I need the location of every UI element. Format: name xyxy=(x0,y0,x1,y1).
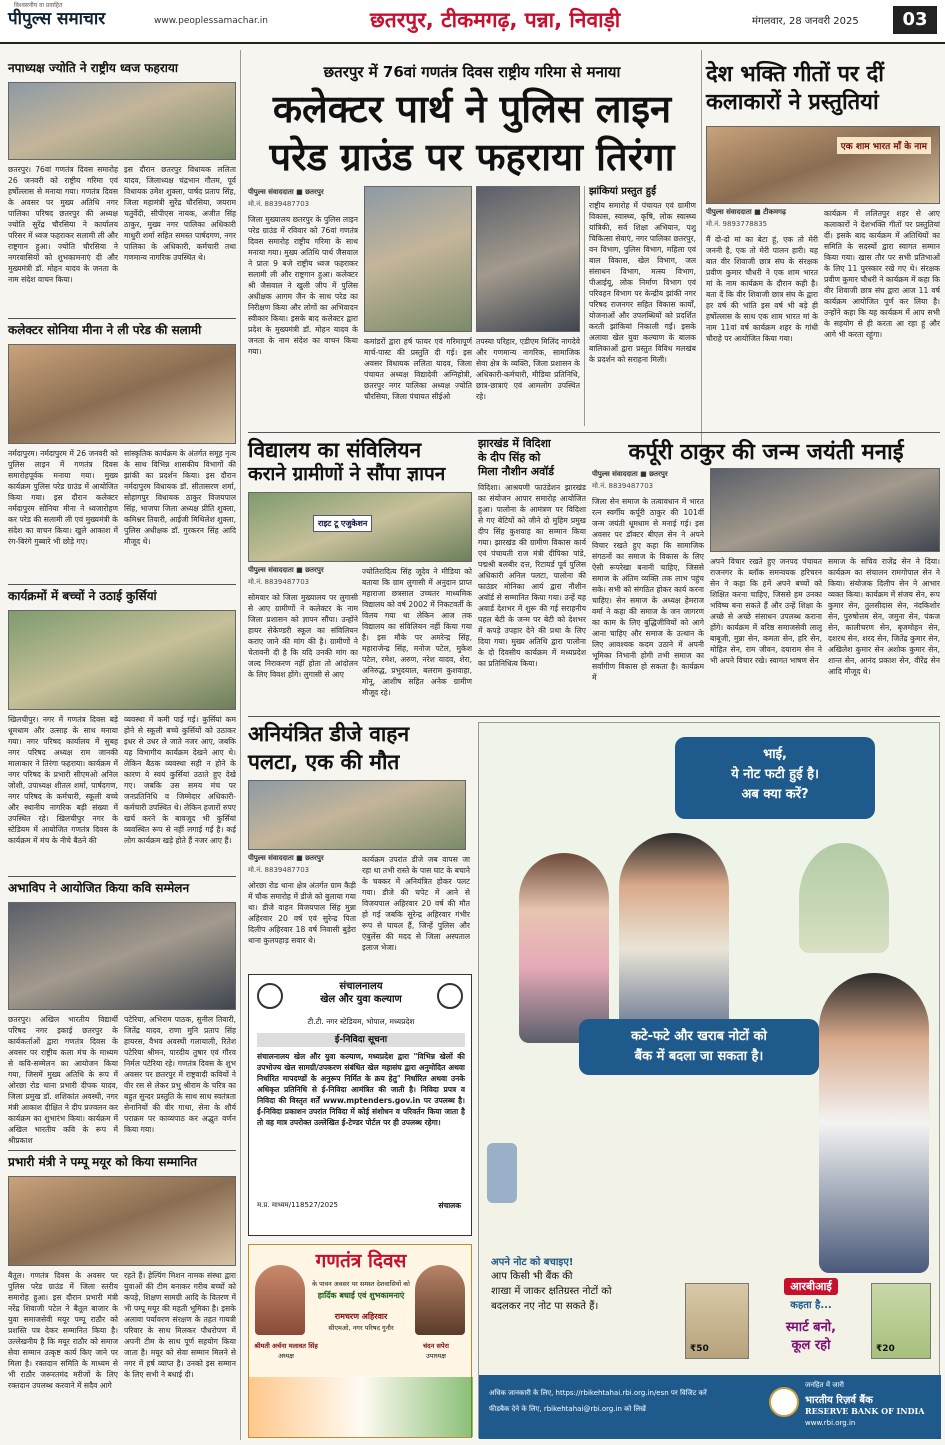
award-headline-line-1: झारखंड में विदिशा xyxy=(478,437,551,450)
bubble-line-3: अब क्या करें? xyxy=(741,787,809,802)
boy-illustration xyxy=(619,833,729,1043)
bubble-line-1: भाई, xyxy=(763,747,787,762)
karpoori-headline: कर्पूरी ठाकुर की जन्म जयंती मनाई xyxy=(628,440,904,465)
avatar xyxy=(255,1265,305,1335)
article-text: तपस्या परिहार, एडीएम मिलिंद नागदेवे और गणमान्य नागरिक, सामाजिक सेवा क्षेत्र के व्यक्ति, जिला प्रशासन के अधिकारी-कर्मचारी, मीडिया प्रतिनिधि, छात्र-छात्राएं एवं आमलोग उपस्थित रहे। xyxy=(476,337,580,401)
article-text: कार्यक्रम में ललितपुर शहर से आए कलाकारों ने देशभक्ति गीतों पर प्रस्तुतियां दीं। इसके बाद कार्यक्रम में अतिथियों का समिति के सदस्यों द्वारा स्वागत सम्मान किया गया। खास तौर पर सभी प्रतिभाओं के लिए 11 पुरस्कार रखे गए थे। संरक्षक प्रवीण कुमार चौधरी ने कार्यक्रम में कहा कि वीर शिवाजी छात्र संघ द्वारा आज 11 वर्ष कार्यक्रम आयोजित पूर्ण कर लिया है। उन्होंने कहा कि यह कार्यक्रम में आप सभी के सहयोग से ही करता आ रहा हूं और आगे भी करता रहूंगा। xyxy=(824,209,940,339)
rbi-tip-block xyxy=(491,1257,691,1314)
speech-bubble xyxy=(675,737,875,819)
article-text: बैतूल। गणतंत्र दिवस के अवसर पर पुलिस परेड ग्राउंड में जिला स्तरीय समारोह हुआ। इस दौरान प्रभारी मंत्री नरेंद्र शिवाजी पटेल ने बैतूल बाजार के युवा समाजसेवी मयूर पम्पू राठौर को प्रशस्ति पत्र देकर सम्मानित किया है। उल्लेखनीय है कि मयूर राठौर को समाज सेवा सम्मान उत्कृष्ट कार्य किए जाने पर मिला है। रक्तदान समिति के माध्यम से भी राठौर जरूरतमंद मरीजों के लिए रक्तदान उपलब्ध करवाने में सदैव आगे xyxy=(8,1271,118,1390)
headline-children-chairs: कार्यक्रमों में बच्चों ने उठाई कुर्सियां xyxy=(8,589,157,603)
banner-text: राइट टू एजुकेशन xyxy=(313,515,372,532)
photo-children-chairs xyxy=(8,610,236,710)
masthead xyxy=(0,0,945,44)
byline: पीपुल्स संवाददाता ■ टीकमगढ़ xyxy=(706,208,786,216)
article-text: खिलचीपुर। नगर में गणतंत्र दिवस बड़े धूमधाम और उत्साह के साथ मनाया गया। नगर परिषद कार्यालय में सुबह नगर परिषद अध्यक्ष राम जानकी मालाकार ने तिरंगा फहराया। कार्यक्रम में नगर परिषद के प्रभारी सीएमओ अनिल जोशी, उपाध्यक्ष शीतल शर्मा, पार्षदगण, नगर परिषद के कर्मचारी, स्कूली बच्चे और स्थानीय नागरिक बड़ी संख्या में उपस्थित रहे। खिलचीपुर नगर के स्टेडियम में आयोजित गणतंत्र दिवस के कार्यक्रम में मंच के नीचे बैठने की xyxy=(8,715,118,845)
rbi-tip-line: बदलकर नए नोट पा सकते हैं। xyxy=(491,1300,599,1312)
tender-org-line-1: संचालनालय xyxy=(339,981,383,992)
event-banner-text: एक शाम भारत माँ के नाम xyxy=(837,137,931,154)
article-text: समाज के सचिव राजेंद्र सेन ने दिया। कार्यक्रम का संचालन रामगोपाल सेन ने किया। संयोजक दिलीप सेन ने आभार व्यक्त किया। कार्यक्रम में संजय सेन, रूप कुमार सेन, तुलसीदास सेन, नंदकिशोर सेन, पुरुषोत्तम सेन, जमुना सेन, पंकज सेन, कालीचरण सेन, बृजमोहन सेन, दशरथ सेन, शरद सेन, जितेंद्र कुमार सेन, अखिलेश कुमार सेन अशोक कुमार सेन, शान्त सेन, आनंद प्रकाश सेन, वीरेंद्र सेन आदि मौजूद थे। xyxy=(828,557,940,676)
greeting-name-left: श्रीमती अर्चना मलावत सिंह xyxy=(254,1342,318,1350)
rbi-footer xyxy=(479,1375,941,1439)
photo-poet-meet xyxy=(8,902,236,1010)
greeting-role-right: उपाध्यक्ष xyxy=(426,1352,446,1360)
tender-body: संचालनालय खेल और युवा कल्याण, मध्यप्रदेश द्वारा "विभिन्न खेलों की उपभोज्य खेल सामग्री/उपकरण संबंधित खेल महासंघ द्वारा अनुमोदित अथवा निर्धारित मापदण्डों के अनुरूप निर्मित के क्रय हेतु" निर्धारित अथवा उनके अधिकृत प्रतिनिधि से ई-निविदा आमंत्रित की जाती है। निविदा प्रपत्र व निविदा की विस्तृत शर्तें www.mptenders.gov.in पर उपलब्ध है। ई-निविदा प्रकाशन उपरांत निविदा में कोई संशोधन व परिवर्तन किया जाता है तो वह मात्र उपरोक्त उल्लेखित ई-टेण्डर पोर्टल पर ही उपलब्ध रहेगा। xyxy=(257,1052,465,1127)
girl-illustration xyxy=(519,853,609,1043)
article-text: कमांडरों द्वारा हर्ष फायर एवं गरिमापूर्ण मार्च-पास्ट की प्रस्तुति दी गई। इस अवसर विधायक ललिता यादव, जिला पंचायत अध्यक्ष विद्यादेवी अग्निहोत्री, छतरपुर नगर पालिका अध्यक्ष ज्योति चौरसिया, जिला पंचायत सीईओ xyxy=(364,337,472,401)
plant-illustration xyxy=(799,843,889,953)
newspaper-logo: पीपुल्स समाचार xyxy=(8,9,106,29)
school-headline-line-1: विद्यालय का संविलियन xyxy=(248,438,422,462)
rbi-issued-by: जनहित में जारी xyxy=(805,1381,844,1389)
page-number: 03 xyxy=(893,6,937,34)
rbi-says-title: आरबीआई xyxy=(784,1278,838,1295)
issue-date: मंगलवार, 28 जनवरी 2025 xyxy=(752,16,859,27)
dj-headline-line-1: अनियंत्रित डीजे वाहन xyxy=(248,722,410,746)
tricolor-band xyxy=(249,1377,473,1437)
byline: पीपुल्स संवाददाता ■ छतरपुर xyxy=(248,854,324,862)
school-headline-line-2: कराने ग्रामीणों ने सौंपा ज्ञापन xyxy=(248,463,446,485)
smiling-boy-illustration xyxy=(819,973,929,1273)
article-text: इस दौरान छतरपुर विधायक ललिता यादव, जिलाध्यक्ष चंद्रभान गौतम, पूर्व विधायक उमेश शुक्ला, पार्षद प्रताप सिंह, जिला महामंत्री सुरेंद्र चौरसिया, जयराम चतुर्वेदी, सीपीएस नायक, अजीत सिंह ठाकुर, मुख्य नगर पालिका अधिकारी माधुरी शर्मा सहित समस्त पार्षदगण, नगर पालिका के अधिकारी, कर्मचारी तथा गणमान्य नागरिक उपस्थित थे। xyxy=(124,165,236,262)
rbi-info-link[interactable]: अधिक जानकारी के लिए, https://rbikehtahai.rbi.org.in/esn पर विजिट करें xyxy=(489,1389,707,1397)
dj-headline-line-2: पलटा, एक की मौत xyxy=(248,750,400,774)
tender-reference: म.प्र. माध्यम/118527/2025 xyxy=(257,1201,338,1209)
greeting-wish: हार्दिक बधाई एवं शुभकामनाएं xyxy=(317,1291,405,1300)
article-text: अपने विचार रखते हुए जनपद पंचायत राजनगर के ब्लॉक समन्वयक हरिचरन सेन ने कहा कि हमें अपने बच्चों को शिक्षित करना चाहिए, जिससे हम उनका भविष्य बना सकते हैं और उन्हें शिक्षा के अच्छे से अच्छे संसाधन उपलब्ध कराना होंगे। कार्यक्रम में वरिष्ठ समाजसेवी लालू बाबूजी, मुन्ना सेन, कमता सेन, हरि सेन, मोहित सेन, राम जीवन, दयाराम सेन ने भी अपने विचार रखे। स्वागत भाषण सेन xyxy=(710,557,822,665)
greeting-role-center: सीएमओ, नगर परिषद गुनौर xyxy=(328,1324,394,1332)
article-text: सांस्कृतिक कार्यक्रम के अंतर्गत समूह नृत्य के साथ विभिन्न शासकीय विभागों की झांकी का प्रदर्शन किया। इस दौरान नर्मदापुरम विधायक डॉ. सीतासरण शर्मा, सोहागपुर विधायक ठाकुर विजयपाल सिंह, भाजपा जिला अध्यक्ष प्रीति शुक्ला, कमिश्नर तिवारी, आईजी मिथिलेश शुक्ला, पुलिस अधीक्षक डॉ. गुरकरन सिंह आदि मौजूद थे। xyxy=(124,449,236,546)
article-text: छतरपुर। अखिल भारतीय विद्यार्थी परिषद नगर इकाई छतरपुर के कार्यकर्ताओं द्वारा गणतंत्र दिवस के अवसर पर राष्ट्रीय कला मंच के माध्यम से कवि-सम्मेलन का आयोजन किया गया, जिसमें मुख्य अतिथि के रूप में ओरछा रोड थाना प्रभारी दीपक यादव, जिला प्रमुख डॉ. शशिकांत अवस्थी, नगर मंत्री आकाश दीक्षित ने दीप प्रज्वलन कर कार्यक्रम का शुभारंभ किया। कार्यक्रम में अखिल भारतीय कवि के रूप में श्रीप्रकाश xyxy=(8,1015,118,1145)
photo-villagers-memorandum xyxy=(248,492,472,562)
answer-line-2: बैंक में बदला जा सकता है। xyxy=(634,1049,764,1064)
article-text: ज्योतिरादित्य सिंह जूदेव ने मीडिया को बताया कि ग्राम लुगासी में अनुदान प्राप्त महाराजा छत्रसाल उच्चतर माध्यमिक विद्यालय को वर्ष 2002 में निकटवर्ती के विलय गया था लेकिन आज तक विद्यालय का संविलियन नहीं किया गया है। इस मौके पर अमरेन्द्र सिंह, महाराजेन्द्र सिंह, मनोज पटेल, मुकेश पटेल, रमेश, अरुण, नरेश यादव, शेरा, अनिरुद्ध, प्रभुदयाल, बलराम कुशवाहा, मोनू, आशीष सहित अनेक ग्रामीण मौजूद रहे। xyxy=(362,567,472,697)
reporter-mobile: मो.नं. 8839487703 xyxy=(248,866,310,874)
article-text: रहते हैं। हेल्पिंग मिशन नामक संस्था द्वारा युवाओं की टीम बनाकर गरीब बच्चों को कपड़े, शिक्षण सामग्री आदि के वितरण में भी पम्पू मयूर की महती भूमिका है। इसके अलावा पर्यावरण संरक्षण के तहत गायत्री परिवार के साथ मिलकर पौधरोपण में अपनी टीम के साथ पूर्ण सहयोग किया जाता है। मयूर को सेवा सम्मान मिलने से नगर में हर्ष व्याप्त है। उनको इस सम्मान के लिए सभी ने बधाई दी। xyxy=(124,1271,236,1379)
byline: पीपुल्स संवाददाता ■ छतरपुर xyxy=(248,566,324,574)
greeting-role-left: अध्यक्ष xyxy=(278,1352,294,1360)
banknote-illustration xyxy=(685,1283,749,1359)
greeting-subtitle: के पावन अवसर पर समस्त देशवासियों को xyxy=(312,1280,410,1288)
article-text: विदिशा। आश्रयणी फाउंडेशन झारखंड का संयोजन आपार समारोह आयोजित हुआ। पालोना के आमंत्रण पर विदिशा से गए बेटियों को जीने दो मुहिम प्रमुख दीप सिंह कुशवाह का सम्मान किया गया। झारखंड की ग्रामीण विकास कार्य एवं पंचायती राज मंत्री दीपिका पांडे, पद्मश्री बलबीर दत्त, रिटायर्ड पूर्व पुलिस अधिकारी अनिल पलटा, पालोना की फाउंडर मोनिका आर्य द्वारा नौशीन अवॉर्ड से सम्मानित किया गया। उन्हें यह अवार्ड देशभर में शुरू की गई सराहनीय पहल बेटी के जन्म पर बेटी को देशभर में कपड़े उपहार देने की प्रथा के लिए दिया गया। मुख्य अतिथि द्वारा पालोना के दो दिवसीय कार्यक्रम में मध्यप्रदेश का प्रतिनिधित्व किया। xyxy=(478,483,586,668)
slogan-line-1: स्मार्ट बनो, xyxy=(785,1320,837,1335)
rbi-tip-title: अपने नोट को बचाइए! xyxy=(491,1257,574,1268)
section-divider xyxy=(248,716,940,717)
article-text: ओरछा रोड थाना क्षेत्र अंतर्गत ग्राम कैड़ी में चौक समारोह में डीजे को बुलाया गया था। डीजे वाहन विजयपाल सिंह मुन्ना अहिरवार 20 वर्ष एवं सुरेन्द्र पिता दिलीप अहिरवार 18 वर्ष निवासी बुड़ेरा थाना कुलपहाड़ सवार थे। xyxy=(248,881,356,945)
rbi-name-hindi: भारतीय रिज़र्व बैंक xyxy=(805,1395,873,1406)
section-divider xyxy=(8,876,236,877)
greeting-title: गणतंत्र दिवस xyxy=(315,1250,407,1272)
tableaux-box xyxy=(584,186,696,426)
column-divider xyxy=(240,50,241,1440)
byline: पीपुल्स संवाददाता ■ छतरपुर xyxy=(592,470,668,478)
website-url[interactable]: www.peoplessamachar.in xyxy=(154,16,268,26)
article-text: नर्मदापुरम। नर्मदापुरम में 26 जनवरी को पुलिस लाइन में गणतंत्र दिवस समारोहपूर्वक मनाया गया। मुख्य कार्यक्रम पुलिस परेड ग्राउंड में आयोजित किया गया। इस दौरान कलेक्टर नर्मदापुरम सोनिया मीना ने ध्वजारोहण कर परेड की सलामी ली एवं मुख्यमंत्री के संदेश का वाचन किया। खुले आकाश में रंग-बिरंगे गुब्बारे भी छोड़े गए। xyxy=(8,449,118,546)
award-headline-line-2: के दीप सिंह को xyxy=(478,451,541,464)
photo-collector-flag xyxy=(364,186,472,332)
article-text: कार्यक्रम उपरांत डीजे जब वापस जा रहा था तभी रास्ते के पास घाट के बचाने के चक्कर में अनियंत्रित होकर पलट गया। डीजे की चपेट में आने से विजयपाल अहिरवार 20 वर्ष की मौत हो गई जबकि सुरेन्द्र अहिरवार गंभीर रूप से घायल हैं, जिन्हें पुलिस और एंबुलेंस की मदद से जिला अस्पताल इलाज भेजा। xyxy=(362,855,470,952)
tender-notice xyxy=(248,974,472,1236)
reporter-mobile: मो.नं. 8839487703 xyxy=(248,200,310,208)
headline-minister-honour: प्रभारी मंत्री ने पम्पू मयूर को किया सम्मानित xyxy=(8,1155,198,1169)
photo-patriotic-event xyxy=(706,126,940,204)
rbi-advertisement xyxy=(478,722,940,1438)
column-divider xyxy=(701,50,702,445)
section-divider xyxy=(248,432,940,433)
tender-org-line-2: खेल और युवा कल्याण xyxy=(320,994,402,1005)
tender-signatory: संचालक xyxy=(438,1201,461,1210)
bottle-illustration xyxy=(487,1143,517,1203)
section-divider xyxy=(8,584,236,585)
tender-address: टी.टी. नगर स्टेडियम, भोपाल, मध्यप्रदेश xyxy=(307,1017,415,1026)
headline-parade-salute: कलेक्टर सोनिया मीना ने ली परेड की सलामी xyxy=(8,323,202,337)
rbi-says-sub: कहता है... xyxy=(790,1300,832,1311)
article-text: जिला मुख्यालय छतरपुर के पुलिस लाइन परेड ग्राउंड में रविवार को 76वां गणतंत्र दिवस समारोह राष्ट्रीय गरिमा के साथ मनाया गया। मुख्य अतिथि पार्थ जैसवाल ने प्रातः 9 बजे राष्ट्रीय ध्वज फहराकर सलामी ली और राष्ट्रगान हुआ। कलेक्टर श्री जैसवाल ने खुली जीप में पुलिस अधीक्षक आगम जैन के साथ परेड का निरीक्षण किया और लोगों का अभिवादन स्वीकार किया। इसके बाद कलेक्टर द्वारा प्रदेश के मुख्यमंत्री डॉ. मोहन यादव के जनता के नाम संदेश का वाचन किया गया। xyxy=(248,215,358,356)
headline-flag-hoisting: नपाध्यक्ष ज्योति ने राष्ट्रीय ध्वज फहराया xyxy=(8,61,178,75)
patriotic-headline-line-1: देश भक्ति गीतों पर दीं xyxy=(706,62,884,87)
greeting-name-right: चंदन सपेरा xyxy=(423,1342,449,1350)
rbi-logo-icon xyxy=(769,1387,799,1417)
section-divider xyxy=(8,1150,236,1151)
article-text: व्यवस्था में कमी पाई गई। कुर्सियां कम होने से स्कूली बच्चे कुर्सियों को उठाकर इधर से उधर ले जाते नजर आए, जबकि यह विभागीय कार्यक्रम देखने आए थे। लेकिन बैठक व्यवस्था सही न होने के कारण ये स्वयं कुर्सियां उठाते हुए देखे गए। जबकि उस समय मंच पर जनप्रतिनिधि व जिम्मेदार अधिकारी-कर्मचारी उपस्थित थे। लेकिन हजारों रुपए खर्च करने के बावजूद भी कुर्सियां व्यवस्थित रूप से नहीं लगाई गईं है। कई लोग कार्यक्रम खड़े होते हैं नजर आए हैं। xyxy=(124,715,236,845)
article-text: छतरपुर। 76वां गणतंत्र दिवस समारोह 26 जनवरी को राष्ट्रीय गरिमा एवं हर्षोल्लास से मनाया गया। गणतंत्र दिवस के अवसर पर मुख्य अतिथि नगर पालिका परिषद छतरपुर की अध्यक्ष ज्योति सुरेंद्र चौरसिया ने कार्यालय परिसर में ध्वज फहराकर सलामी ली और राष्ट्रगान हुआ। ज्योति चौरसिया ने नगरवासियों को शुभकामनाएं दी और मुख्यमंत्री डॉ. मोहन यादव के जनता के नाम संदेश वाचन किया। xyxy=(8,165,118,284)
rbi-tip-line: आप किसी भी बैंक की xyxy=(491,1270,573,1282)
republic-day-greeting-ad xyxy=(248,1244,472,1438)
byline: पीपुल्स संवाददाता ■ छतरपुर xyxy=(248,188,324,196)
patriotic-headline-line-2: कलाकारों ने प्रस्तुतियां xyxy=(706,90,879,115)
reporter-mobile: मो.नं. 8839487703 xyxy=(248,578,310,586)
answer-bubble xyxy=(579,1019,819,1075)
photo-flag-hoisting xyxy=(8,82,236,160)
tableaux-box-text: राष्ट्रीय समारोह में पंचायत एवं ग्रामीण विकास, स्वास्थ्य, कृषि, लोक स्वास्थ्य यांत्रिकी, सर्व शिक्षा अभियान, पशु चिकित्सा सेवाएं, नगर पालिका छतरपुर, वन विभाग, पुलिस विभाग, महिला एवं बाल विकास, खेल विभाग, जल संसाधन विभाग, मत्स्य विभाग, पीआईयू, लोक निर्माण विभाग एवं परिवहन विभाग पर केन्द्रीय झांकी नगर परिषद राजनगर सहित विकास कार्यों, योजनाओं और उपलब्धियों को प्रदर्शित करती झांकियां निकाली गईं। इसके अलावा खेल युवा कल्याण के बालक बालिकाओं द्वारा प्रस्तुत विविध मलखंब के प्रदर्शन को सराहना मिली। xyxy=(589,200,696,364)
rbi-feedback-email[interactable]: फीडबैक देने के लिए, rbikehtahai@rbi.org.in को लिखें xyxy=(489,1405,646,1413)
section-divider xyxy=(8,318,236,319)
article-text: सोमवार को जिला मुख्यालय पर लुगासी से आए ग्रामीणों ने कलेक्टर के नाम जिला प्रशासन को ज्ञापन सौंपा। उन्होंने हायर सेकेण्डरी स्कूल का संविलियन कराए जाने की मांग की है। ग्रामीणों ने चेतावनी दी है कि यदि उनकी मांग का जल्द निराकरण नहीं होता तो आंदोलन के लिए विवश होंगे। लुगासी से आए xyxy=(248,593,358,679)
bubble-line-2: ये नोट फटी हुई है। xyxy=(731,767,819,782)
article-text: पटेरिया, अभिराम पाठक, सुनील तिवारी, जितेंद्र यादव, राणा मुनि प्रताप सिंह हायरस, वैभव अवस्थी गलायाली, रितेश पटेरिया श्रीमन, पारदीय तुषार एवं गौरव निर्मल पटेरिया रहे। गणतंत्र दिवस के शुभ अवसर पर छतरपुर में राष्ट्रवादी कवियों ने वीर रस से लेकर प्रभु श्रीराम के चरित्र का बहुत सुन्दर प्रस्तुति के साथ साथ स्वतंत्रता सेनानियों की वीर गाथा, सेना के शौर्य पराक्रम पर काव्यपाठ कर अद्भुत वर्णन किया गया। xyxy=(124,1015,236,1134)
headline-poet-meet: अभाविप ने आयोजित किया कवि सम्मेलन xyxy=(8,881,190,895)
rbi-website[interactable]: www.rbi.org.in xyxy=(805,1419,856,1427)
note-denomination: ₹20 xyxy=(876,1344,895,1354)
photo-dj-accident xyxy=(248,780,466,850)
photo-karpoori-jayanti xyxy=(710,468,940,552)
lead-headline-line-2: परेड ग्राउंड पर फहराया तिरंगा xyxy=(269,135,675,179)
article-text: जिला सेन समाज के तत्वावधान में भारत रत्न स्वर्गीय कर्पूरी ठाकुर की 101वीं जन्म जयंती धूमधाम से मनाई गई। इस अवसर पर डॉक्टर बीएल सेन ने अपने विचार रखते हुए कहा कि सामाजिक संगठनों का समाज के विकास के लिए ऐसी रूपरेखा बनानी चाहिए, जिससे समाज के अंतिम व्यक्ति तक लाभ पहुंच सके। सभी को संगठित होकर कार्य करना चाहिए। सेन समाज के अध्यक्ष हेमराज वर्मा ने कहा की समाज के जन जागरण का काम के लिए बुद्धिजीवियों को आगे आना चाहिए और समाज के उत्थान के लिए आवश्यक कदम उठाने में अपनी भूमिका निभानी होगी तभी समाज का सर्वांगीण विकास हो सकता है। कार्यक्रम में xyxy=(592,497,704,682)
tableaux-box-title: झांकियां प्रस्तुत हुईं xyxy=(589,186,656,197)
tender-title: ई-निविदा सूचना xyxy=(257,1033,465,1047)
logo-tagline: विश्वसनीय वा प्रवाहित xyxy=(14,2,63,9)
mp-emblem-icon xyxy=(257,983,283,1009)
rbi-tip-line: शाखा में जाकर क्षतिग्रस्त नोटों को xyxy=(491,1285,612,1297)
sports-dept-logo-icon xyxy=(437,983,463,1009)
slogan-line-2: कूल रहो xyxy=(791,1338,831,1353)
rbi-slogan xyxy=(755,1275,867,1365)
award-headline-line-3: मिला नौशीन अवॉर्ड xyxy=(478,465,555,478)
note-denomination: ₹50 xyxy=(690,1344,709,1354)
photo-police-parade xyxy=(476,186,580,332)
reporter-mobile: मो.नं. 8839487703 xyxy=(592,482,654,490)
banknote-illustration xyxy=(871,1283,931,1359)
article-text: मैं दो-दो मां का बेटा हूं, एक तो मेरी जननी है, एक तो मेरी पालन हारी। यह बात वीर शिवाजी छात्र संघ के संरक्षक प्रवीण कुमार चौधरी ने एक शाम भारत मां के नाम कार्यक्रम के दौरान कही है। बता दें कि वीर शिवाजी छात्र संघ के द्वारा हर वर्ष की भांति इस वर्ष भी बड़े ही हर्षोल्लास के साथ एक शाम भारत मां के नाम 11वां वर्ष कार्यक्रम शहर के गांधी चौराहे पर आयोजित किया गया। xyxy=(706,235,818,343)
photo-minister-honour xyxy=(8,1176,236,1266)
reporter-mobile: मो.नं. 9893778835 xyxy=(706,220,768,228)
greeting-name-center: रामचरण अहिरवार xyxy=(334,1312,388,1321)
avatar xyxy=(415,1265,465,1335)
edition-region: छतरपुर, टीकमगढ़, पन्ना, निवाड़ी xyxy=(370,8,621,32)
lead-kicker: छतरपुर में 76वां गणतंत्र दिवस राष्ट्रीय गरिमा से मनाया xyxy=(323,63,621,81)
answer-line-1: कटे-फटे और खराब नोटों को xyxy=(631,1029,767,1044)
photo-parade xyxy=(8,344,236,444)
lead-headline-line-1: कलेक्टर पार्थ ने पुलिस लाइन xyxy=(272,87,672,131)
rbi-name-english: RESERVE BANK OF INDIA xyxy=(805,1406,925,1416)
